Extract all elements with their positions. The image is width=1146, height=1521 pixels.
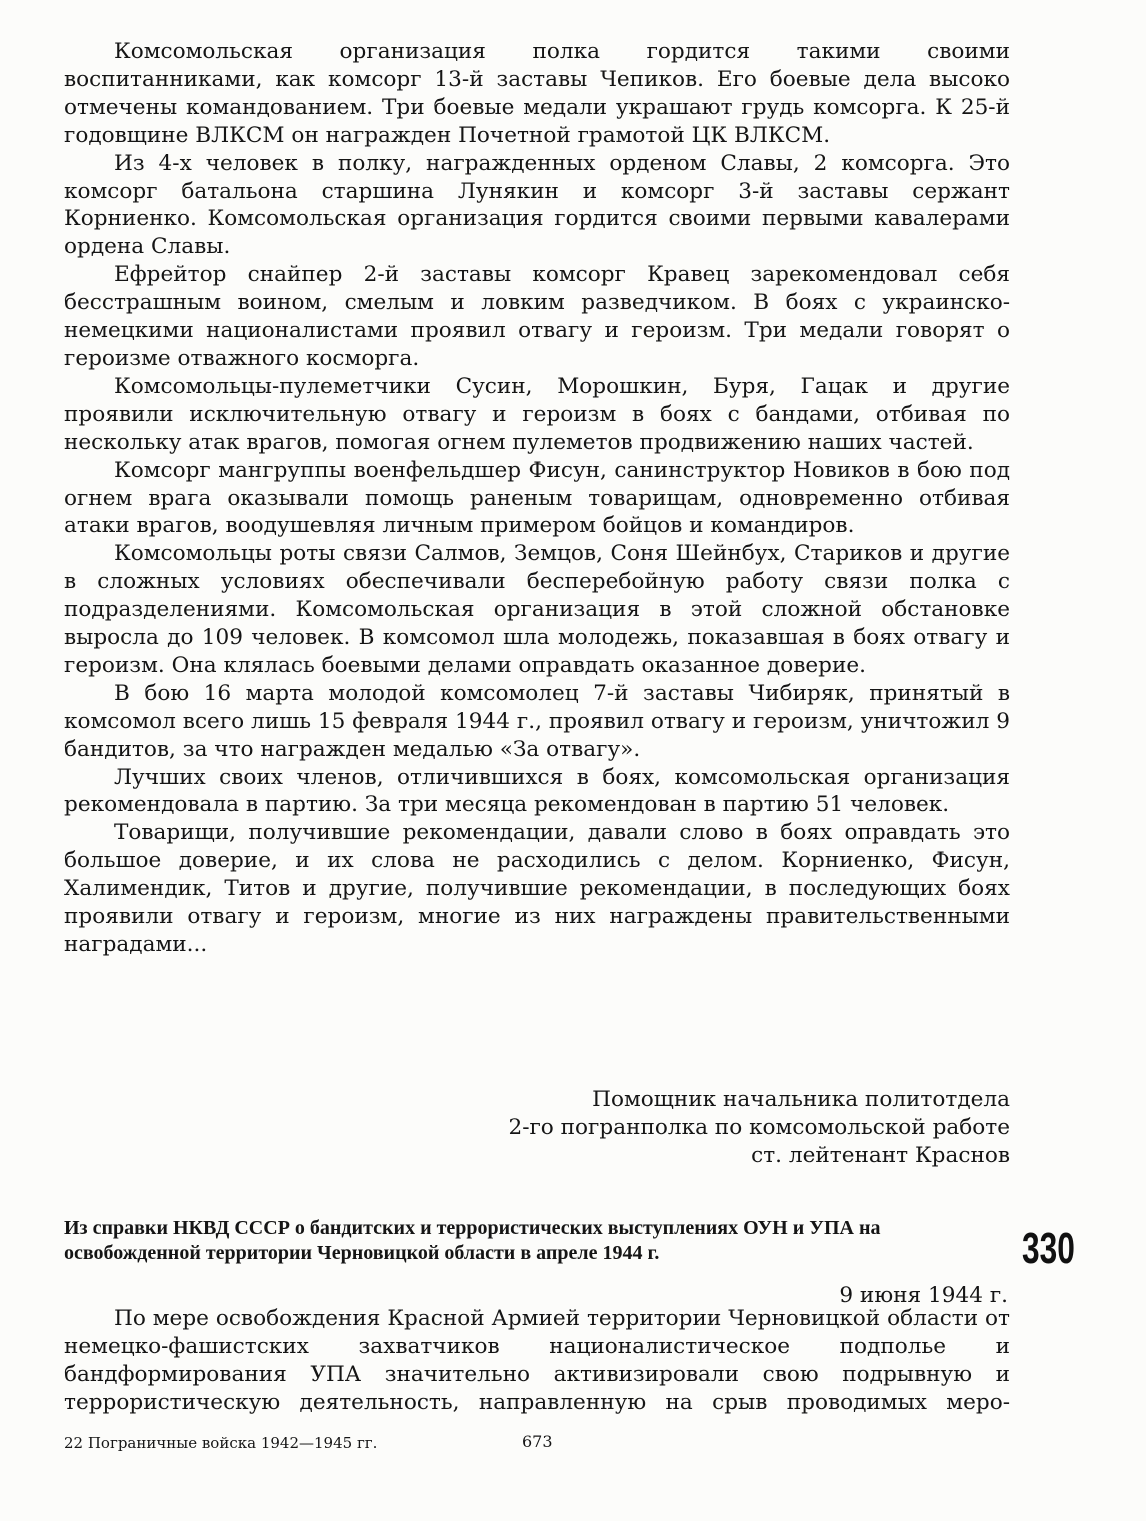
paragraph: Товарищи, получившие рекомендации, давали слово в боях оправдать это большое доверие, и их слова не расходились с делом. Корниенко, Фисун, Халимендик, Титов и другие, получившие рекомендации, в последующих боях проявили отвагу и героизм, многие из них награждены правительственными наградами... (64, 820, 1010, 957)
document-body (64, 1305, 1010, 1417)
paragraph: Комсорг мангруппы военфельдшер Фисун, санинструктор Новиков в бою под огнем врага оказывали помощь раненым товарищам, одновременно отбивая атаки врагов, воодушевляя личным примером бойцов и командиров. (64, 457, 1010, 539)
paragraph: Комсомольцы-пулеметчики Сусин, Морошкин, Буря, Гацак и другие проявили исключительную отвагу и героизм в боях с бандами, отбивая по нескольку атак врагов, помогая огнем пулеметов продвижению наших частей. (64, 373, 1010, 455)
signature-line: ст. лейтенант Краснов (751, 1142, 1010, 1168)
paragraph: Лучших своих членов, отличившихся в боях, комсомольская организация рекомендовала в партию. За три месяца рекомендован в партию 51 человек. (64, 764, 1010, 818)
paragraph: Из 4-х человек в полку, награжденных орденом Славы, 2 комсорга. Это комсорг батальона старшина Лунякин и комсорг 3-й заставы сержант Корниенко. Комсомольская организация гордится своими первыми кавалерами ордена Славы. (64, 150, 1010, 260)
document-title: Из справки НКВД СССР о бандитских и террористических выступлениях ОУН и УПА на освобожденной территории Черновицкой области в апреле 1944 г. (64, 1217, 881, 1264)
paragraph: В бою 16 марта молодой комсомолец 7-й заставы Чибиряк, принятый в комсомол всего лишь 15 февраля 1944 г., проявил отвагу и героизм, уничтожил 9 бандитов, за что награжден медалью «За отвагу». (64, 680, 1010, 762)
signature-line: Помощник начальника политотдела (592, 1087, 1010, 1112)
main-text (64, 38, 1010, 959)
document-date: 9 июня 1944 г. (839, 1283, 1008, 1308)
signature-line: 2-го погранполка по комсомольской работе (508, 1114, 1010, 1140)
page-number: 673 (522, 1432, 553, 1451)
document-number: 330 (1022, 1224, 1075, 1273)
signature-block (64, 1086, 1010, 1170)
paragraph: По мере освобождения Красной Армией территории Черновицкой области от немецко-фашистских захватчиков националистическое подполье и бандформирования УПА значительно активизировали свою подрывную и террористическую деятельность, направленную на срыв проводимых меро- (64, 1306, 1010, 1415)
footer-signature-mark: 22 Пограничные войска 1942—1945 гг. (64, 1434, 378, 1452)
paragraph: Ефрейтор снайпер 2-й заставы комсорг Кравец зарекомендовал себя бесстрашным воином, смелым и ловким разведчиком. В боях с украинско-немецкими националистами проявил отвагу и героизм. Три медали говорят о героизме отважного косморга. (64, 262, 1010, 371)
paragraph: Комсомольцы роты связи Салмов, Земцов, Соня Шейнбух, Стариков и другие в сложных условиях обеспечивали бесперебойную работу связи полка с подразделениями. Комсомольская организация в этой сложной обстановке выросла до 109 человек. В комсомол шла молодежь, показавшая в боях отвагу и героизм. Она клялась боевыми делами оправдать оказанное доверие. (64, 541, 1010, 678)
paragraph: Комсомольская организация полка гордится такими своими воспитанниками, как комсорг 13-й заставы Чепиков. Его боевые дела высоко отмечены командованием. Три боевые медали украшают грудь комсорга. К 25-й годовщине ВЛКСМ он награжден Почетной грамотой ЦК ВЛКСМ. (64, 39, 1010, 148)
